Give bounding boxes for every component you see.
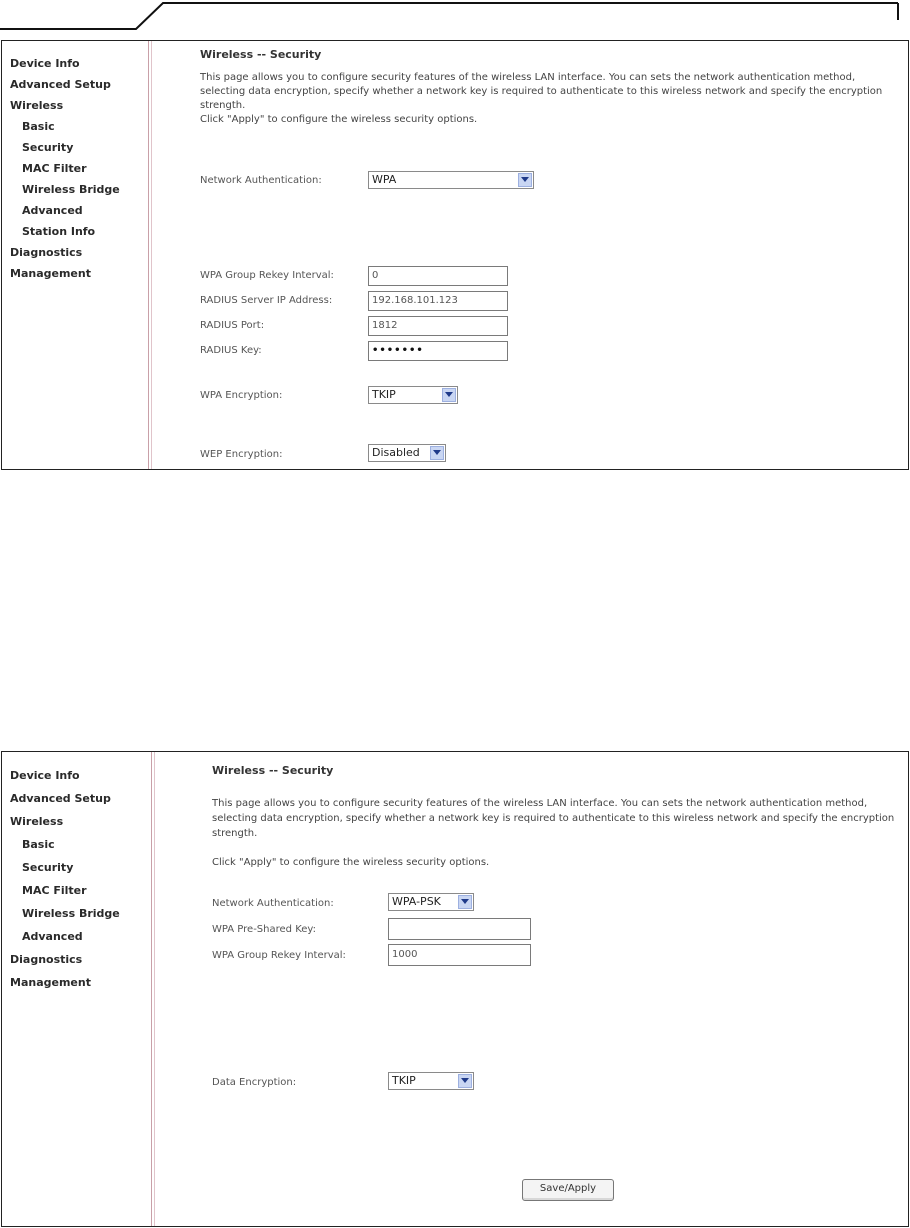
psk-label: WPA Pre-Shared Key: [212, 924, 316, 935]
chevron-down-icon [518, 173, 532, 187]
sidebar-divider [151, 752, 152, 1226]
radius-ip-input[interactable] [368, 291, 508, 311]
network-auth-label: Network Authentication: [200, 175, 322, 186]
sidebar-item-security[interactable]: Security [22, 141, 74, 154]
radius-ip-label: RADIUS Server IP Address: [200, 295, 333, 306]
sidebar [2, 41, 148, 469]
rekey-interval-label: WPA Group Rekey Interval: [212, 950, 346, 961]
data-encryption-select[interactable] [388, 1072, 474, 1090]
chevron-down-icon [458, 1074, 472, 1088]
sidebar-item-basic[interactable]: Basic [22, 120, 55, 133]
sidebar-item-diagnostics[interactable]: Diagnostics [10, 953, 83, 966]
data-encryption-value: TKIP [392, 1074, 416, 1087]
chevron-down-icon [442, 388, 456, 402]
sidebar-item-management[interactable]: Management [10, 976, 91, 989]
sidebar-item-station-info[interactable]: Station Info [22, 225, 96, 238]
psk-input[interactable] [388, 918, 531, 940]
sidebar-divider-inner [151, 41, 152, 469]
network-auth-select[interactable] [388, 893, 474, 911]
page-title: Wireless -- Security [200, 48, 322, 61]
rekey-interval-value: 0 [372, 270, 379, 281]
sidebar-item-wireless-bridge[interactable]: Wireless Bridge [22, 183, 120, 196]
sidebar-item-mac-filter[interactable]: MAC Filter [22, 884, 87, 897]
page-description: This page allows you to configure security features of the wireless LAN interface. You can sets the network authentication method, selecting data encryption, specify whether a network key is required to authenticate to this wireless network and specify the encryption strength. [212, 798, 895, 839]
sidebar-item-advanced-setup[interactable]: Advanced Setup [10, 78, 111, 91]
main-content [194, 41, 908, 469]
screenshot-wpa-psk [1, 751, 909, 1227]
sidebar-divider [148, 41, 149, 469]
radius-ip-value: 192.168.101.123 [372, 295, 458, 306]
main-content [212, 752, 908, 1226]
sidebar-item-advanced-setup[interactable]: Advanced Setup [10, 792, 111, 805]
sidebar-divider-inner [154, 752, 155, 1226]
wep-encryption-select[interactable] [368, 444, 446, 462]
wep-encryption-value: Disabled [372, 446, 420, 459]
page-description: This page allows you to configure security features of the wireless LAN interface. You can sets the network authentication method, selecting data encryption, specify whether a network key is required to authenticate to this wireless network and specify the encryption strength. [200, 72, 883, 111]
rekey-interval-value: 1000 [392, 949, 418, 960]
screenshot-wpa [1, 40, 909, 470]
radius-port-input[interactable] [368, 316, 508, 336]
network-auth-value: WPA-PSK [392, 895, 441, 908]
sidebar-item-advanced[interactable]: Advanced [22, 204, 83, 217]
wpa-encryption-select[interactable] [368, 386, 458, 404]
apply-hint: Click "Apply" to configure the wireless security options. [200, 114, 478, 125]
sidebar-item-mac-filter[interactable]: MAC Filter [22, 162, 87, 175]
rekey-interval-input[interactable] [368, 266, 508, 286]
rekey-interval-input[interactable] [388, 944, 531, 966]
sidebar-item-management[interactable]: Management [10, 267, 91, 280]
sidebar-item-device-info[interactable]: Device Info [10, 57, 80, 70]
radius-key-value: ••••••• [372, 345, 424, 356]
sidebar-item-basic[interactable]: Basic [22, 838, 55, 851]
chevron-down-icon [458, 895, 472, 909]
page-title: Wireless -- Security [212, 764, 334, 777]
radius-port-label: RADIUS Port: [200, 320, 265, 331]
network-auth-label: Network Authentication: [212, 898, 334, 909]
data-encryption-label: Data Encryption: [212, 1077, 297, 1088]
sidebar-item-wireless[interactable]: Wireless [10, 815, 64, 828]
sidebar [2, 752, 148, 1226]
save-apply-button[interactable]: Save/Apply [522, 1179, 614, 1201]
sidebar-item-advanced[interactable]: Advanced [22, 930, 83, 943]
sidebar-item-wireless[interactable]: Wireless [10, 99, 64, 112]
network-auth-select[interactable] [368, 171, 534, 189]
wpa-encryption-value: TKIP [372, 388, 396, 401]
sidebar-item-security[interactable]: Security [22, 861, 74, 874]
sidebar-item-wireless-bridge[interactable]: Wireless Bridge [22, 907, 120, 920]
apply-hint: Click "Apply" to configure the wireless security options. [212, 857, 490, 868]
radius-key-input[interactable] [368, 341, 508, 361]
sidebar-item-diagnostics[interactable]: Diagnostics [10, 246, 83, 259]
rekey-interval-label: WPA Group Rekey Interval: [200, 270, 334, 281]
sidebar-item-device-info[interactable]: Device Info [10, 769, 80, 782]
network-auth-value: WPA [372, 173, 397, 186]
sidebar-nav [10, 53, 120, 284]
wep-encryption-label: WEP Encryption: [200, 449, 283, 460]
sidebar-nav [10, 764, 120, 994]
header-tab [0, 0, 910, 32]
radius-port-value: 1812 [372, 320, 398, 331]
radius-key-label: RADIUS Key: [200, 345, 262, 356]
chevron-down-icon [430, 446, 444, 460]
wpa-encryption-label: WPA Encryption: [200, 390, 283, 401]
